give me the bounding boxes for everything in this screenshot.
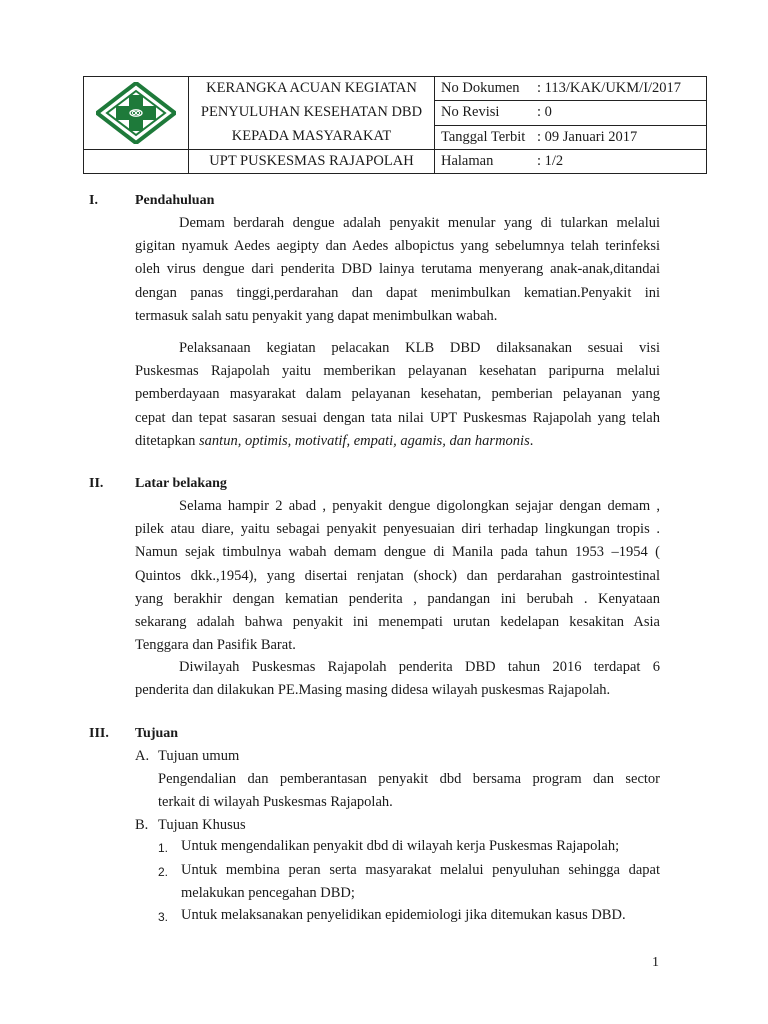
tujuan-umum-label: A. xyxy=(135,748,150,764)
puskesmas-logo-icon xyxy=(96,82,176,144)
list-item-number: 2. xyxy=(158,865,169,879)
document-title-cell xyxy=(189,77,435,150)
tujuan-umum-title: Tujuan umum xyxy=(158,748,240,764)
section-title-pendahuluan: Pendahuluan xyxy=(135,193,215,208)
unit-name-cell: UPT PUSKESMAS RAJAPOLAH xyxy=(189,150,435,174)
tujuan-khusus-label: B. xyxy=(135,817,149,833)
latar-paragraph-2: Diwilayah Puskesmas Rajapolah penderita DBD tahun 2016 terdapat 6 penderita dan dilakukan PE.Masing masing didesa wilayah puskesmas Rajapolah. xyxy=(135,659,660,699)
logo-cell xyxy=(84,77,189,150)
tujuan-umum-text: Pengendalian dan pemberantasan penyakit dbd bersama program dan sector terkait di wilayah Puskesmas Rajapolah. xyxy=(158,771,660,811)
meta-halaman: Halaman : 1/2 xyxy=(435,150,707,174)
section-title-tujuan: Tujuan xyxy=(135,726,179,741)
meta-no-revisi: No Revisi : 0 xyxy=(435,101,707,125)
list-item: Untuk melaksanakan penyelidikan epidemiologi jika ditemukan kasus DBD. xyxy=(181,907,626,923)
section-number-3: III. xyxy=(89,726,109,741)
empty-cell xyxy=(84,150,189,174)
list-item-number: 1. xyxy=(158,841,169,855)
page-number: 1 xyxy=(652,955,659,970)
pendahuluan-paragraph-1: Demam berdarah dengue adalah penyakit menular yang di tularkan melalui gigitan nyamuk Aedes aegipty dan Aedes albopictus yang sebelumnya telah terinfeksi oleh virus dengue dari penderita DBD lainya terutama menyerang anak-anak,ditandai dengan panas tinggi,perdarahan dan dapat menimbulkan kematian.Penyakit ini termasuk salah satu penyakit yang dapat menimbulkan wabah. xyxy=(135,215,660,324)
section-number-2: II. xyxy=(89,476,104,491)
meta-tanggal-terbit: Tanggal Terbit : 09 Januari 2017 xyxy=(435,125,707,149)
list-item: Untuk membina peran serta masyarakat melalui penyuluhan sehingga dapat melakukan pencegahan DBD; xyxy=(181,862,660,902)
section-number-1: I. xyxy=(89,193,98,208)
meta-no-dokumen: No Dokumen : 113/KAK/UKM/I/2017 xyxy=(435,77,707,101)
tujuan-khusus-title: Tujuan Khusus xyxy=(158,817,246,833)
title-line-3: KEPADA MASYARAKAT xyxy=(231,127,392,144)
list-item: Untuk mengendalikan penyakit dbd di wilayah kerja Puskesmas Rajapolah; xyxy=(181,838,620,854)
section-title-latar-belakang: Latar belakang xyxy=(135,476,227,491)
latar-paragraph-1: Selama hampir 2 abad , penyakit dengue digolongkan sejajar dengan demam , pilek atau diare, yaitu sebagai penyakit penyesuaian diri terhadap lingkungan tropis . Namun sejak timbulnya wabah demam dengue di Manila pada tahun 1953 –1954 ( Quintos dkk.,1954), yang disertai renjatan (shock) dan perdarahan gastrointestinal yang berakhir dengan kematian penderita , pandangan ini berubah . Kenyataan sekarang adalah bahwa penyakit ini menempati urutan kedelapan kesakitan Asia Tenggara dan Pasifik Barat. xyxy=(135,498,660,654)
title-line-2: PENYULUHAN KESEHATAN DBD xyxy=(200,104,423,121)
title-line-1: KERANGKA ACUAN KEGIATAN xyxy=(206,80,417,97)
tata-nilai-italic: santun, optimis, motivatif, empati, agamis, dan harmonis xyxy=(199,432,530,449)
document-header-table xyxy=(83,76,707,174)
pendahuluan-paragraph-2: Pelaksanaan kegiatan pelacakan KLB DBD dilaksanakan sesuai visi Puskesmas Rajapolah yaitu memberikan pelayanan kesehatan paripurna melalui pemberdayaan masyarakat dalam pelayanan kesehatan, pemberian pelayanan yang cepat dan tepat sasaran sesuai dengan tata nilai UPT Puskesmas Rajapolah yang telah ditetapkan santun, optimis, motivatif, empati, agamis, dan harmonis. xyxy=(135,340,660,449)
list-item-number: 3. xyxy=(158,910,169,924)
